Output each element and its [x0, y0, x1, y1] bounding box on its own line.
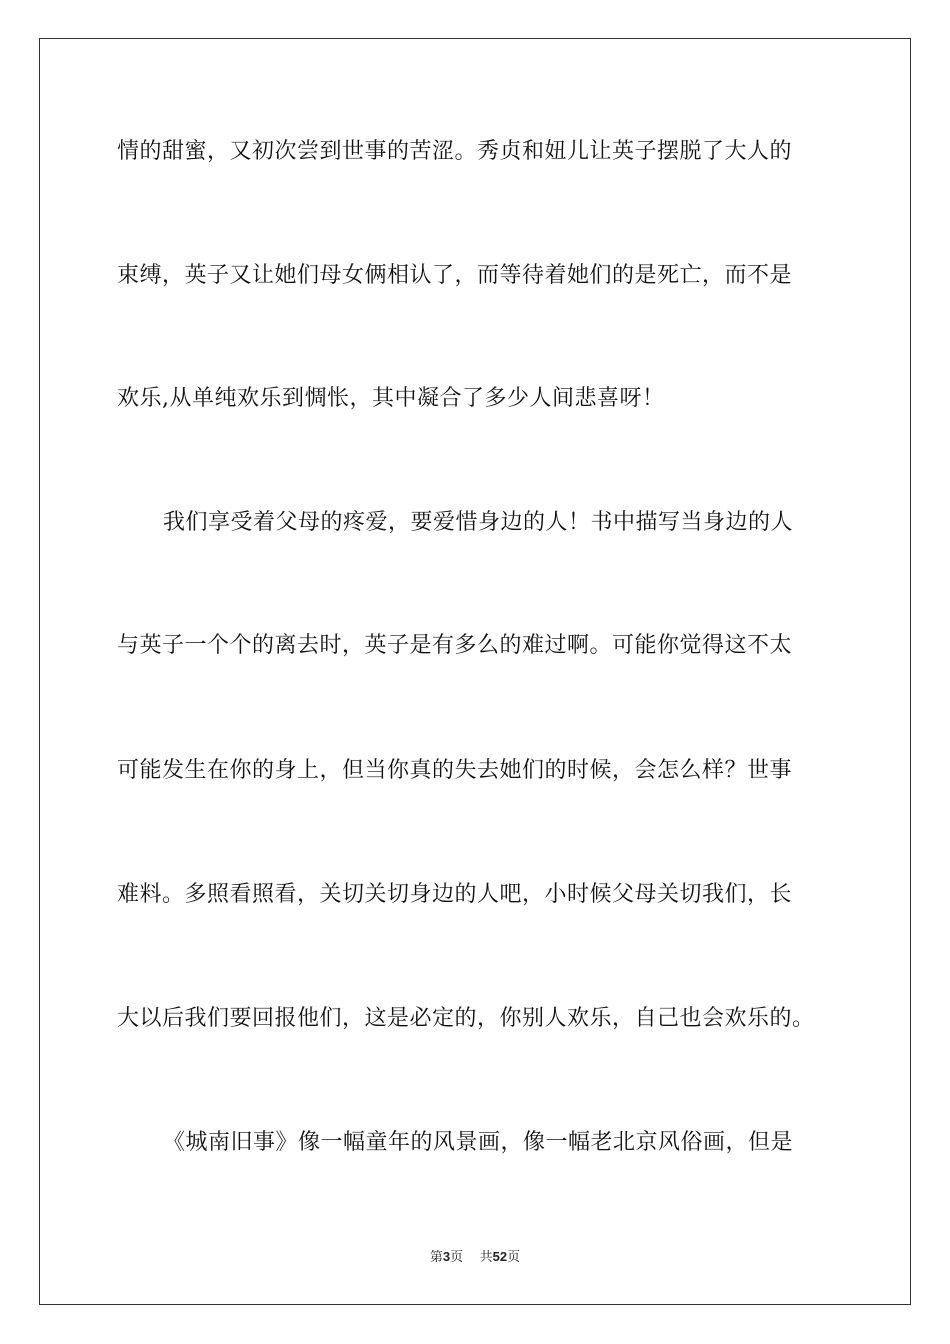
- body-text-line-5: 与英子一个个的离去时，英子是有多么的难过啊。可能你觉得这不太: [117, 633, 793, 658]
- body-text-line-8: 大以后我们要回报他们，这是必定的，你别人欢乐，自己也会欢乐的。: [117, 1006, 815, 1031]
- footer-total-pages: 52: [492, 1249, 508, 1264]
- body-text-line-6: 可能发生在你的身上，但当你真的失去她们的时候，会怎么样？世事: [117, 758, 793, 783]
- footer-total-suffix: 页: [507, 1250, 521, 1265]
- body-text-line-4: 我们享受着父母的疼爱，要爱惜身边的人！书中描写当身边的人: [163, 510, 794, 535]
- body-text-line-2: 束缚，英子又让她们母女俩相认了，而等待着她们的是死亡，而不是: [117, 263, 793, 288]
- footer-total-prefix: 共: [479, 1250, 493, 1265]
- body-text-line-7: 难料。多照看照看，关切关切身边的人吧，小时候父母关切我们，长: [117, 882, 793, 907]
- body-text-line-1: 情的甜蜜，又初次尝到世事的苦涩。秀贞和妞儿让英子摆脱了大人的: [117, 139, 793, 164]
- body-text-line-3: 欢乐,从单纯欢乐到惆怅，其中凝合了多少人间悲喜呀！: [117, 386, 665, 411]
- page-footer: [0, 1248, 950, 1267]
- footer-page-number: 3: [442, 1249, 451, 1264]
- page-border: [39, 38, 911, 1305]
- footer-page-suffix: 页: [450, 1250, 464, 1265]
- footer-page-prefix: 第: [429, 1250, 443, 1265]
- body-text-line-9: 《城南旧事》像一幅童年的风景画，像一幅老北京风俗画，但是: [163, 1130, 794, 1155]
